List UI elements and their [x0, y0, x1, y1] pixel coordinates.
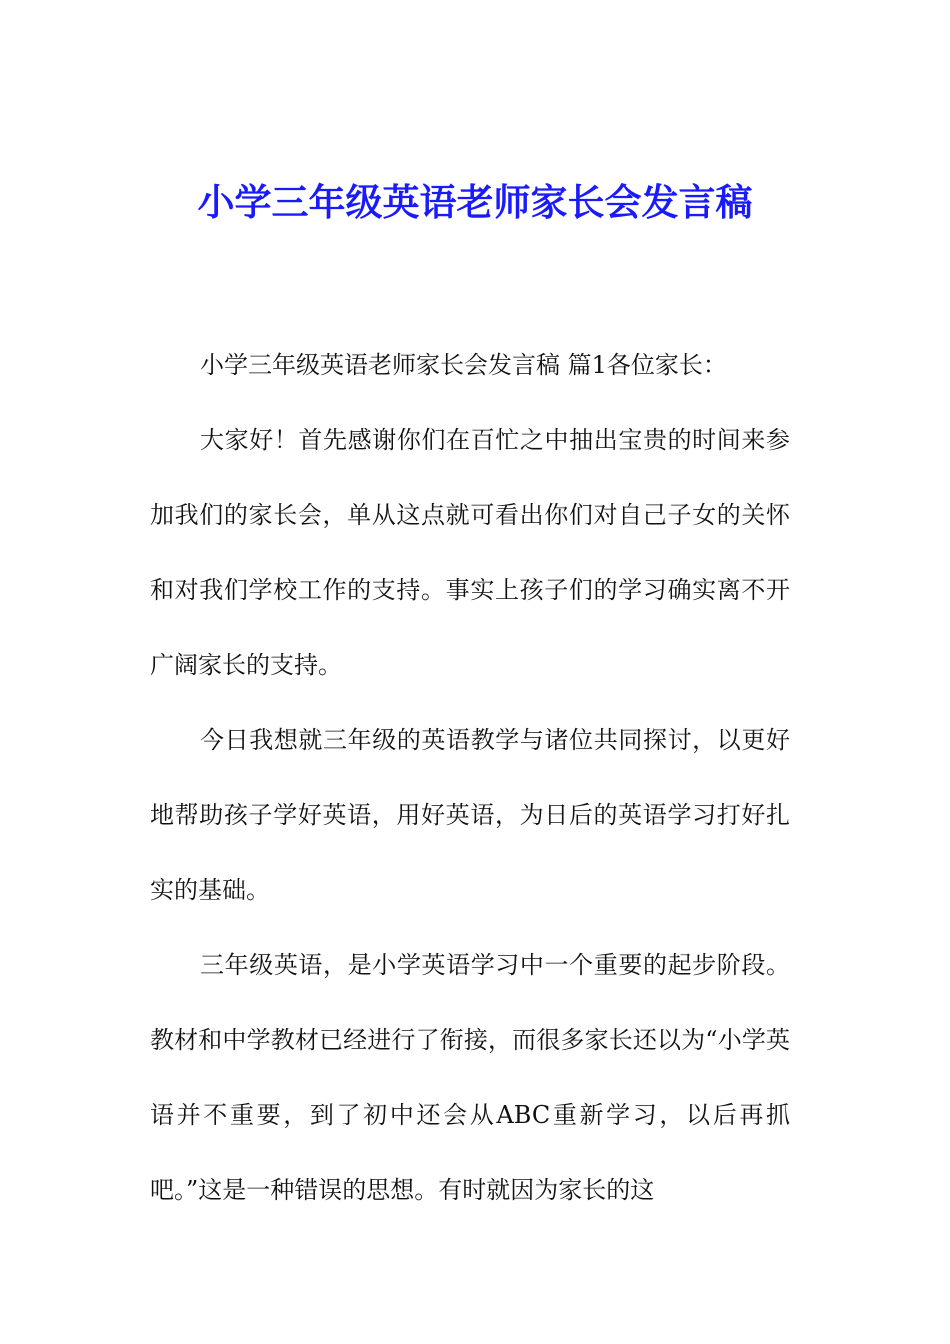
paragraph-purpose: 今日我想就三年级的英语教学与诸位共同探讨，以更好地帮助孩子学好英语，用好英语，为日后的英语学习打好扎实的基础。 — [150, 726, 790, 904]
paragraph-thanks: 大家好！首先感谢你们在百忙之中抽出宝贵的时间来参加我们的家长会，单从这点就可看出你们对自己子女的关怀和对我们学校工作的支持。事实上孩子们的学习确实离不开广阔家长的支持。 — [150, 426, 790, 679]
document-body — [150, 328, 790, 1228]
document-title: 小学三年级英语老师家长会发言稿 — [197, 180, 753, 224]
paragraph-importance: 三年级英语，是小学英语学习中一个重要的起步阶段。教材和中学教材已经进行了衔接，而很多家长还以为“小学英语并不重要，到了初中还会从ABC重新学习，以后再抓吧。”这是一种错误的思想。有时就因为家长的这 — [150, 951, 790, 1204]
paragraph-greeting: 小学三年级英语老师家长会发言稿 篇1各位家长： — [200, 351, 727, 379]
